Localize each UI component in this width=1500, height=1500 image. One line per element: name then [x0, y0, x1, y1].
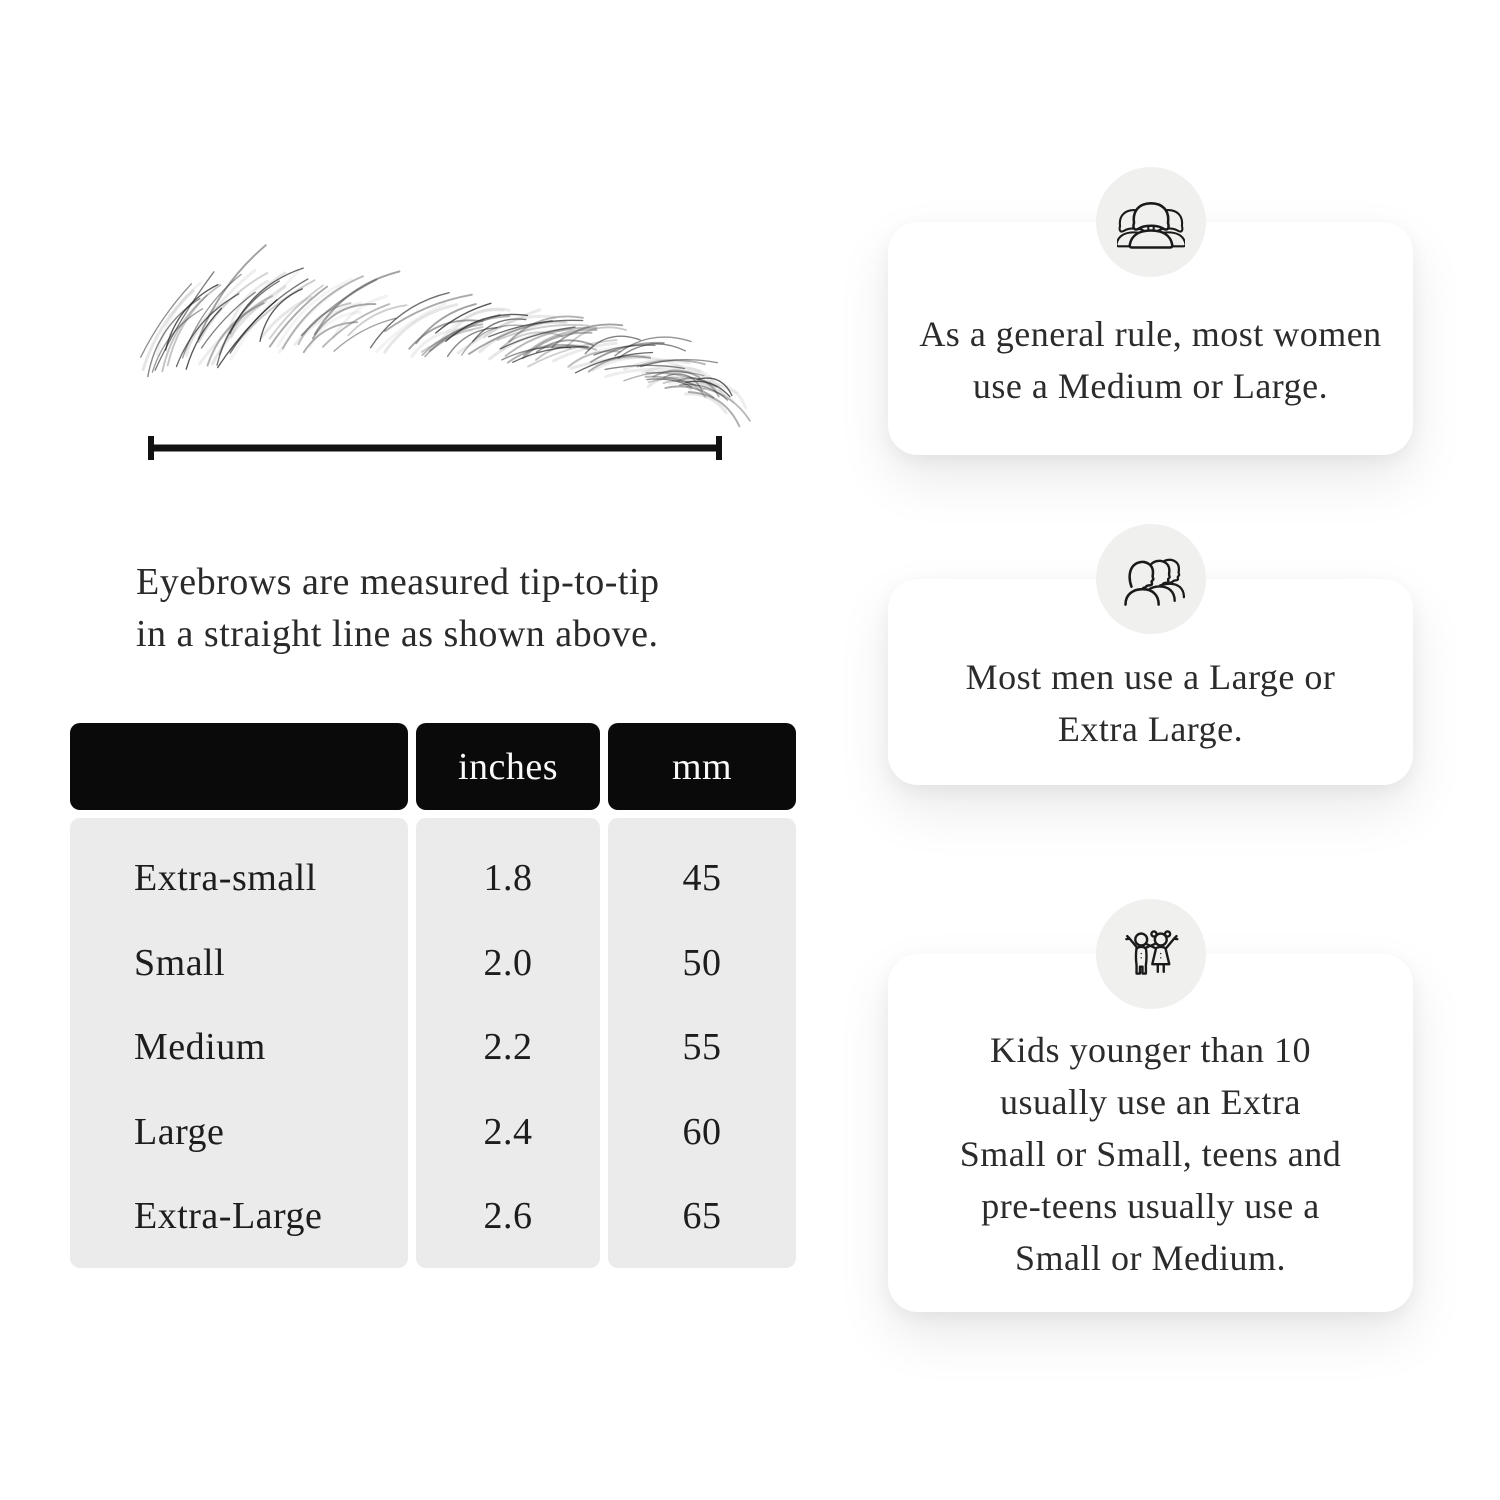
table-header-row — [70, 723, 796, 810]
table-column-mm — [608, 818, 796, 1268]
size-label: Medium — [134, 1026, 266, 1068]
icon-circle — [1096, 524, 1206, 634]
inches-value: 2.0 — [483, 941, 533, 984]
women-guidance-card — [888, 222, 1413, 455]
card-text-line: usually use an Extra — [1000, 1082, 1301, 1122]
figure-caption-line: in a straight line as shown above. — [136, 613, 659, 655]
men-guidance-card — [888, 579, 1413, 785]
size-label: Small — [134, 941, 226, 984]
size-chart-table — [70, 723, 796, 1268]
women-group-icon — [1117, 188, 1185, 256]
card-text-line: Small or Small, teens and — [959, 1134, 1342, 1174]
eyebrow-illustration — [112, 216, 757, 438]
measurement-line — [146, 432, 724, 464]
mm-value: 65 — [682, 1195, 722, 1237]
card-text — [960, 1024, 1341, 1284]
figure-caption — [136, 556, 756, 660]
table-column-inches — [416, 818, 600, 1268]
men-group-icon — [1117, 545, 1185, 613]
inches-value: 2.6 — [483, 1195, 533, 1237]
card-text-line: use a Medium or Large. — [972, 365, 1329, 406]
icon-circle — [1096, 167, 1206, 277]
mm-value: 60 — [682, 1110, 722, 1153]
size-label: Extra-Large — [134, 1195, 323, 1237]
size-label: Extra-small — [134, 857, 317, 899]
children-icon — [1117, 920, 1185, 988]
inches-value: 1.8 — [483, 857, 533, 899]
inches-value: 2.4 — [483, 1110, 533, 1153]
table-body — [70, 818, 796, 1268]
table-header-size — [70, 723, 408, 810]
card-text — [919, 308, 1381, 412]
mm-value: 45 — [682, 857, 722, 899]
card-text-line: Small or Medium. — [1014, 1238, 1286, 1278]
size-label: Large — [134, 1110, 225, 1153]
card-text — [966, 651, 1336, 755]
table-column-size-labels — [70, 818, 408, 1268]
mm-value: 55 — [682, 1026, 722, 1068]
figure-caption-line: Eyebrows are measured tip-to-tip — [136, 561, 660, 603]
card-text-line: pre-teens usually use a — [981, 1186, 1320, 1226]
card-text-line: Kids younger than 10 — [990, 1030, 1311, 1070]
guidance-cards — [888, 0, 1413, 1500]
mm-value: 50 — [682, 941, 722, 984]
table-header-inches: inches — [416, 723, 600, 810]
icon-circle — [1096, 899, 1206, 1009]
table-header-mm: mm — [608, 723, 796, 810]
card-text-line: Most men use a Large or — [965, 657, 1336, 697]
kids-guidance-card — [888, 954, 1413, 1312]
card-text-line: As a general rule, most women — [919, 313, 1382, 354]
inches-value: 2.2 — [483, 1026, 533, 1068]
card-text-line: Extra Large. — [1057, 709, 1244, 749]
